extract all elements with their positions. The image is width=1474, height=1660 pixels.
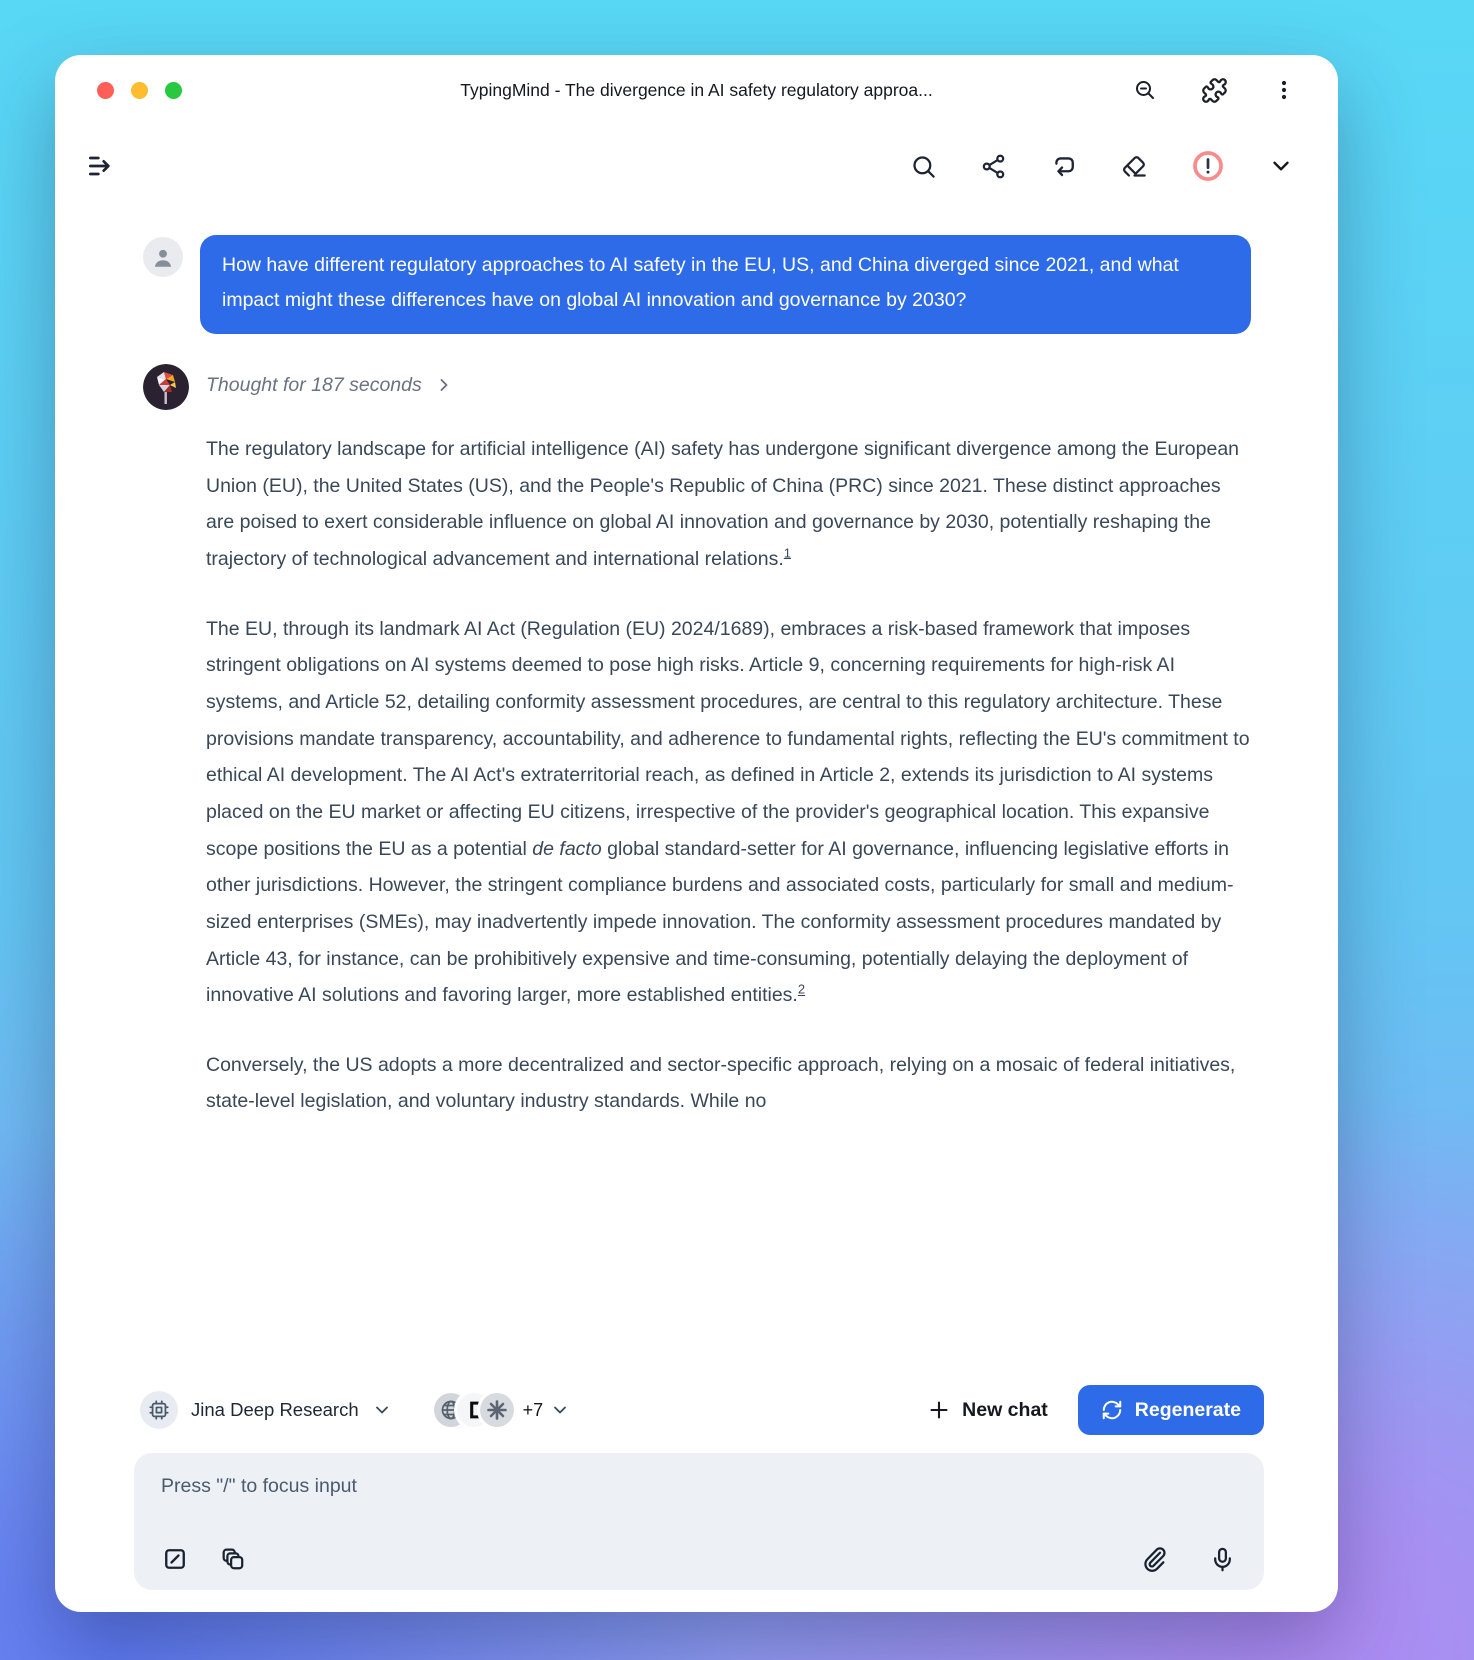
chevron-down-icon [372, 1400, 392, 1420]
reply-box-icon [1050, 152, 1078, 180]
regenerate-label: Regenerate [1134, 1398, 1241, 1421]
person-icon [150, 244, 176, 270]
chat-footer-controls [55, 1381, 1338, 1439]
footnote-link-1[interactable]: 1 [783, 545, 791, 561]
chevron-down-icon [550, 1400, 570, 1420]
extensions-button[interactable] [1201, 77, 1228, 104]
window-title: TypingMind - The divergence in AI safety regulatory approa... [460, 79, 933, 100]
brain-logo-icon [143, 364, 189, 410]
paragraph-text: global standard-setter for AI governance, influencing legislative efforts in other jurisdictions. However, the stringent compliance burdens and associated costs, particularly for small and medium-sized enterprises (SMEs), may inadvertently impede innovation. The conformity assessment procedures mandated by Article 43, for instance, can be prohibitively expensive and time-consuming, potentially delaying the deployment of innovative AI solutions and favoring larger, more established entities. [206, 837, 1234, 1007]
slash-square-icon [161, 1545, 189, 1573]
sidebar-toggle-button[interactable] [85, 150, 117, 182]
warning-button[interactable] [1191, 149, 1225, 183]
model-stack-selector[interactable] [434, 1393, 571, 1427]
scroll-down-button[interactable] [1268, 153, 1294, 179]
message-input[interactable] [134, 1453, 1264, 1590]
stacked-copies-icon [219, 1545, 247, 1573]
share-icon [980, 153, 1007, 180]
cpu-chip-icon [148, 1399, 170, 1421]
paragraph-text: Conversely, the US adopts a more decentralized and sector-specific approach, relying on a mosaic of federal initiatives, state-level legislation, and voluntary industry standards. While no [206, 1053, 1236, 1113]
search-icon [910, 153, 937, 180]
agent-name-label: Jina Deep Research [191, 1399, 359, 1420]
attach-file-button[interactable] [1142, 1546, 1169, 1573]
agent-selector[interactable] [140, 1391, 392, 1429]
agent-badge [140, 1391, 178, 1429]
zoom-window-button[interactable] [165, 82, 182, 99]
minimize-window-button[interactable] [131, 82, 148, 99]
assistant-avatar [143, 364, 189, 410]
thought-disclosure[interactable] [206, 374, 454, 397]
assistant-message-body [206, 364, 1251, 1153]
magnifier-minus-icon [1133, 78, 1157, 102]
user-avatar [143, 237, 183, 277]
plus-icon [927, 1398, 951, 1422]
puzzle-piece-icon [1201, 77, 1228, 104]
assistant-message-row [143, 364, 1251, 1153]
eraser-icon [1121, 153, 1148, 180]
close-window-button[interactable] [97, 82, 114, 99]
response-paragraph [206, 611, 1251, 1014]
input-placeholder: Press "/" to focus input [161, 1475, 357, 1497]
kebab-menu-icon [1272, 78, 1296, 102]
regenerate-button[interactable] [1078, 1385, 1264, 1435]
app-toolbar [55, 125, 1338, 207]
clear-input-button[interactable] [161, 1545, 189, 1573]
response-paragraph [206, 1047, 1251, 1120]
browser-menu-button[interactable] [1272, 78, 1296, 102]
prompt-library-button[interactable] [219, 1545, 247, 1573]
response-paragraph [206, 431, 1251, 578]
share-chat-button[interactable] [980, 153, 1007, 180]
paragraph-text: The EU, through its landmark AI Act (Regulation (EU) 2024/1689), embraces a risk-based framework that imposes stringent obligations on AI systems deemed to pose high risks. Article 9, concerning requirements for high-risk AI systems, and Article 52, detailing conformity assessment procedures, are central to this regulatory architecture. These provisions mandate transparency, accountability, and adherence to fundamental rights, reflecting the EU's commitment to ethical AI development. The AI Act's extraterritorial reach, as defined in Article 2, extends its jurisdiction to AI systems placed on the EU market or affecting EU citizens, irrespective of the provider's geographical location. This expansive scope positions the EU as a potential [206, 617, 1250, 860]
window-titlebar [55, 55, 1338, 125]
assistant-response-text [206, 431, 1251, 1120]
sidebar-expand-icon [85, 150, 117, 182]
italic-phrase: de facto [532, 837, 602, 860]
chevron-down-icon [1268, 153, 1294, 179]
footnote-link-2[interactable]: 2 [797, 981, 806, 997]
microphone-icon [1209, 1546, 1236, 1573]
resend-context-button[interactable] [1050, 152, 1078, 180]
model-avatar-spark [480, 1393, 514, 1427]
chevron-right-icon [434, 375, 454, 395]
new-chat-button[interactable] [927, 1398, 1048, 1422]
warning-alert-icon [1191, 149, 1225, 183]
app-window [55, 55, 1338, 1612]
traffic-lights [97, 82, 182, 99]
models-overflow-count: +7 [522, 1399, 544, 1420]
voice-input-button[interactable] [1209, 1546, 1236, 1573]
zoom-out-button[interactable] [1133, 78, 1157, 102]
chat-scroll-area[interactable] [55, 207, 1338, 1381]
new-chat-label: New chat [962, 1398, 1048, 1421]
refresh-icon [1101, 1399, 1123, 1421]
search-chat-button[interactable] [910, 153, 937, 180]
thought-duration-label: Thought for 187 seconds [206, 373, 422, 396]
paperclip-icon [1142, 1546, 1169, 1573]
user-message-row [143, 235, 1251, 334]
clear-chat-button[interactable] [1121, 153, 1148, 180]
paragraph-text: The regulatory landscape for artificial intelligence (AI) safety has undergone significant divergence among the European Union (EU), the United States (US), and the People's Republic of China (PRC) since 2021. These distinct approaches are poised to exert considerable influence on global AI innovation and governance by 2030, potentially reshaping the trajectory of technological advancement and international relations. [206, 437, 1240, 570]
user-message-bubble: How have different regulatory approaches to AI safety in the EU, US, and China diverged since 2021, and what impact might these differences have on global AI innovation and governance by 2030? [200, 235, 1251, 334]
